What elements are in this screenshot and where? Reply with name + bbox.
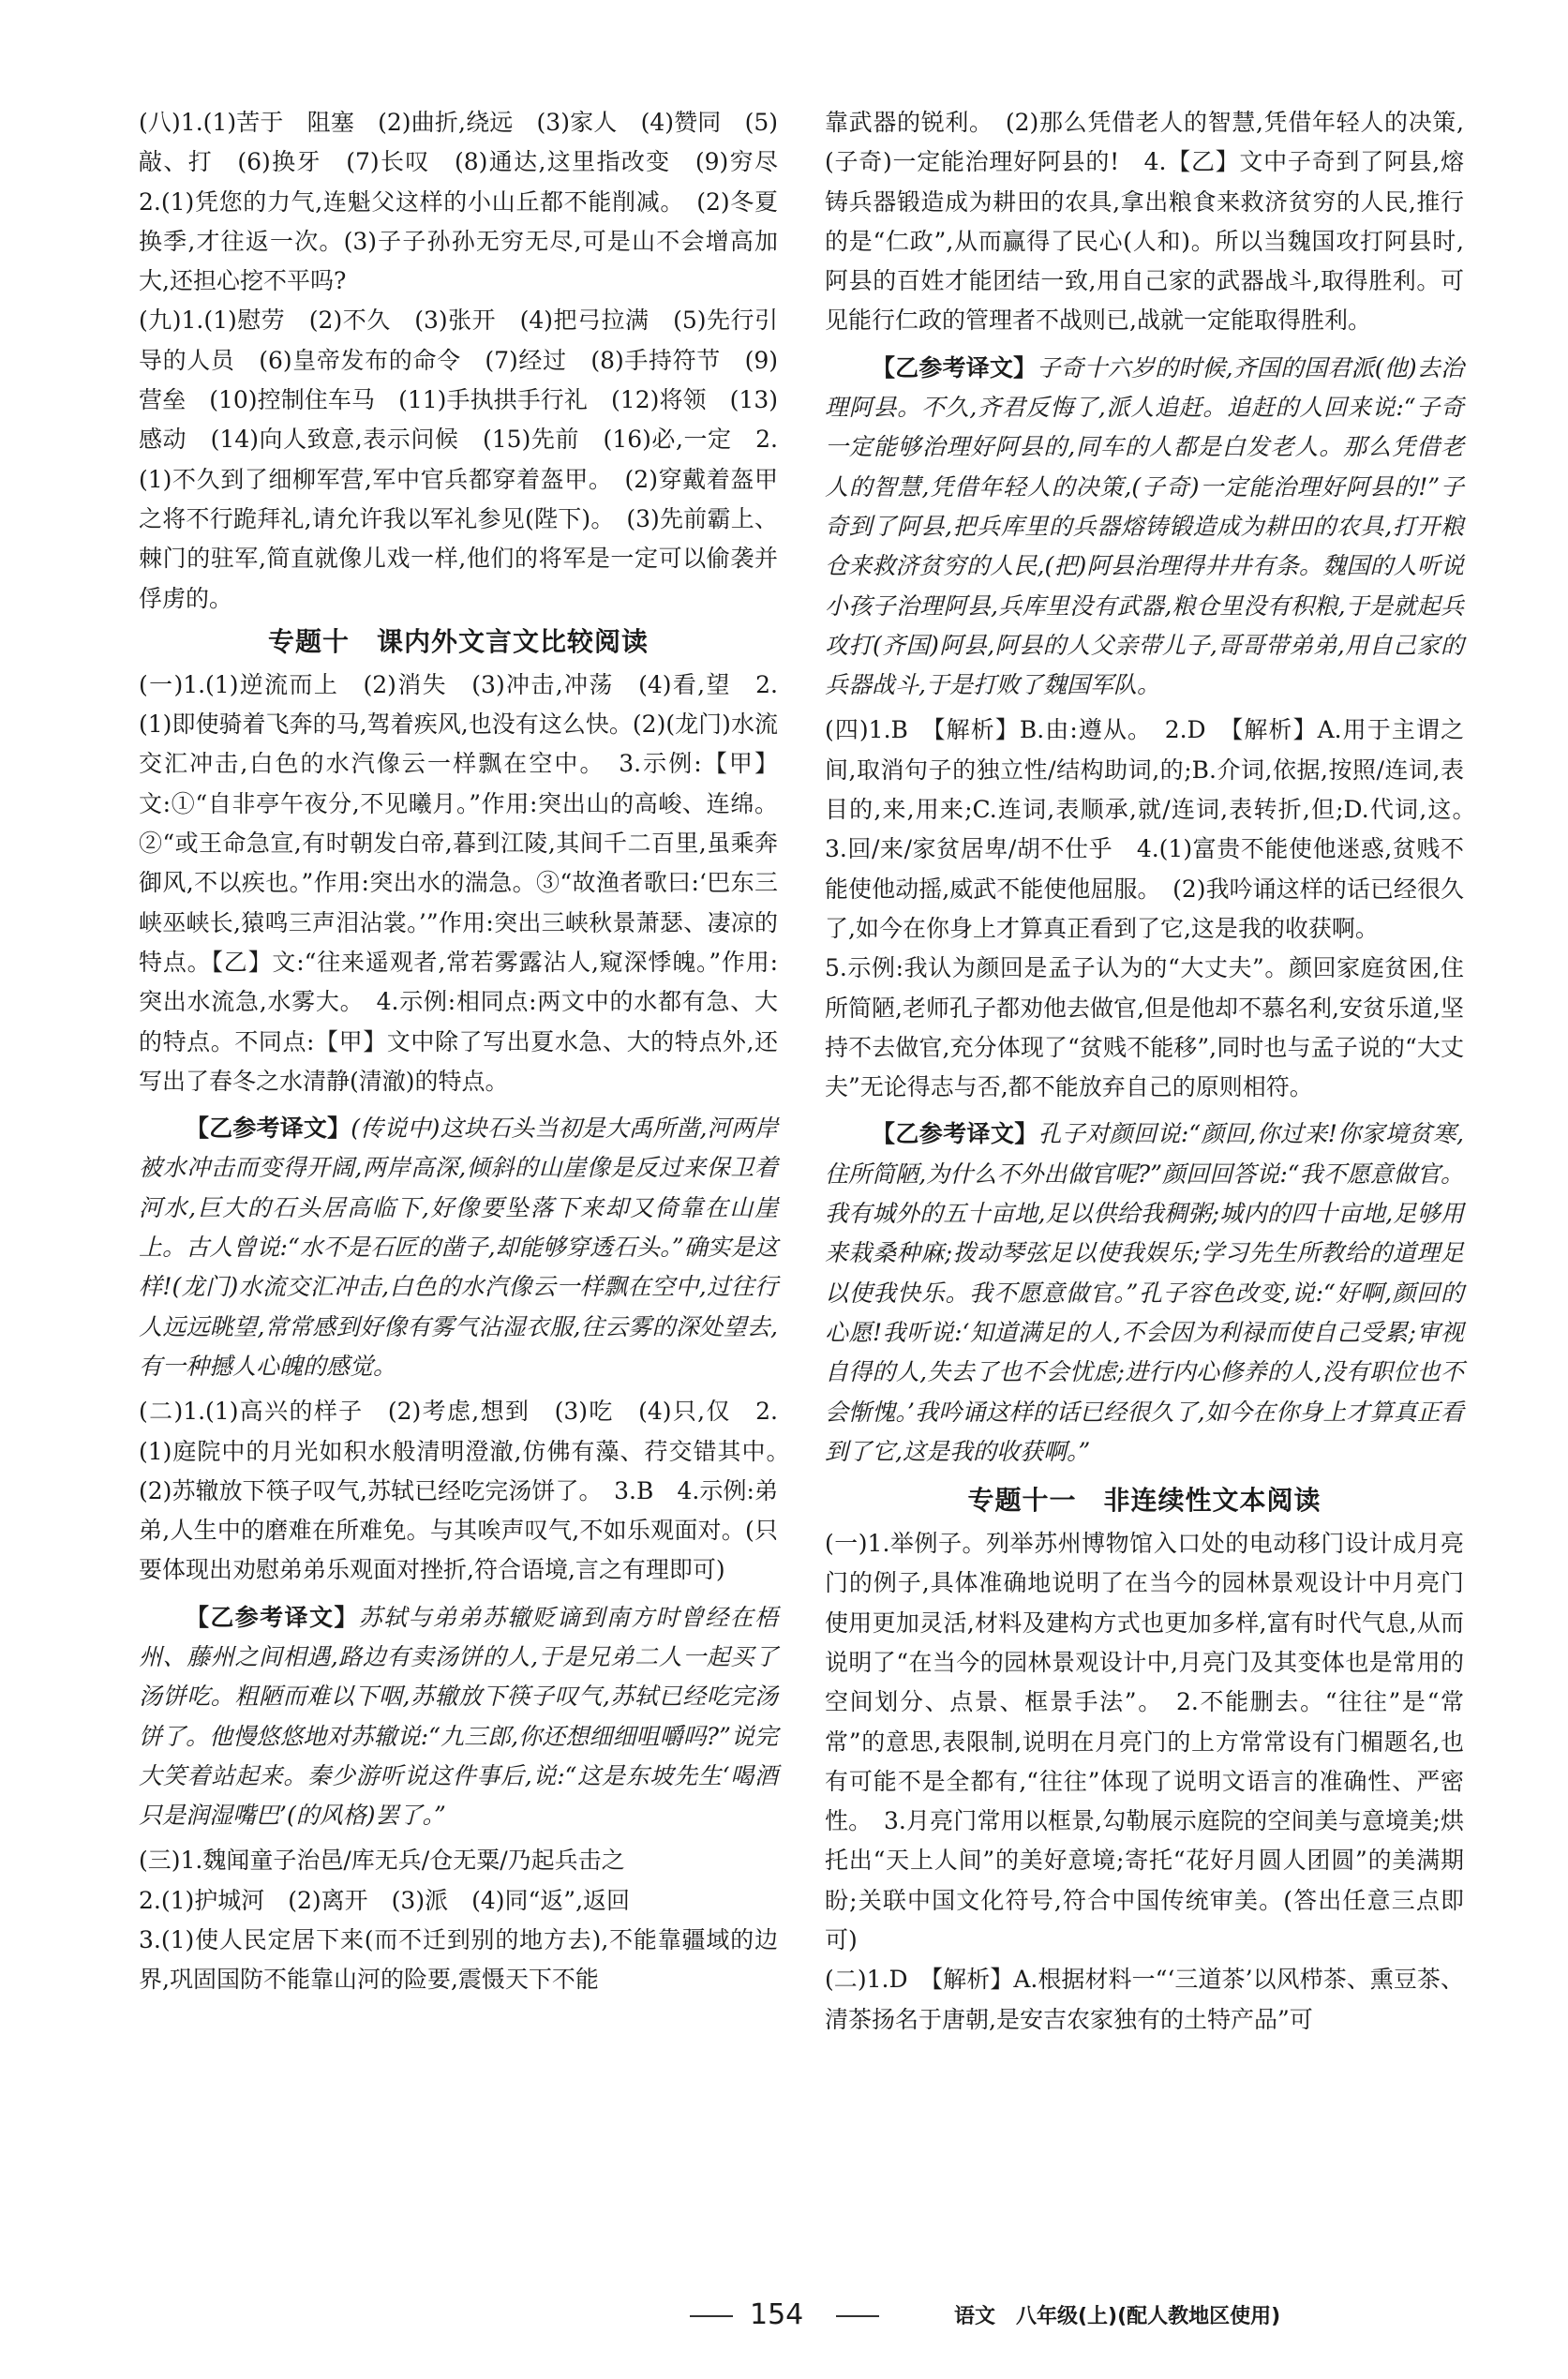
section-heading: 专题十 课内外文言文比较阅读 xyxy=(267,625,649,657)
translation-paragraph xyxy=(825,1115,1464,1472)
answer-paragraph: 5.示例:我认为颜回是孟子认为的“大丈夫”。颜回家庭贫困,住所简陋,老师孔子都劝他去做官,但是他却不慕名利,安贫乐道,坚持不去做官,充分体现了“贫贱不能移”,同时也与孟子说的“大丈夫”无论得志与否,都不能放弃自己的原则相符。 xyxy=(825,954,1464,1101)
translation-text: 孔子对颜回说:“颜回,你过来!你家境贫寒,住所简陋,为什么不外出做官呢?”颜回回答说:“我不愿意做官。我有城外的五十亩地,足以供给我稠粥;城内的四十亩地,足够用来栽桑种麻;拨动琴弦足以使我娱乐;学习先生所教给的道理足以使我快乐。我不愿意做官。”孔子容色改变,说:“好啊,颜回的心愿!我听说:‘知道满足的人,不会因为利禄而使自己受累;审视自得的人,失去了也不会忧虑;进行内心修养的人,没有职位也不会惭愧。’我吟诵这样的话已经很久了,如今在你身上才算真正看到了它,这是我的收获啊。” xyxy=(825,1120,1464,1465)
section-heading: 专题十一 非连续性文本阅读 xyxy=(967,1485,1322,1517)
translation-paragraph xyxy=(139,1109,778,1386)
answer-paragraph: (三)1.魏闻童子治邑/库无兵/仓无粟/乃起兵击之 xyxy=(139,1847,625,1875)
subject-info: 语文 八年级(上)(配人教地区使用) xyxy=(954,2305,1281,2328)
translation-tag: 【乙参考译文】 xyxy=(186,1603,359,1631)
page-footer xyxy=(0,2293,1568,2349)
answer-paragraph: (二)1.D 【解析】A.根据材料一“‘三道茶’以风栉茶、熏豆茶、清茶扬名于唐朝,是安吉农家独有的土特产品”可 xyxy=(825,1966,1464,2033)
translation-text: 子奇十六岁的时候,齐国的国君派(他)去治理阿县。不久,齐君反悔了,派人追赶。追赶的人回来说:“子奇一定能够治理好阿县的,同车的人都是白发老人。那么凭借老人的智慧,凭借年轻人的决策,(子奇)一定能治理好阿县的!”子奇到了阿县,把兵库里的兵器熔铸锻造成为耕田的农具,打开粮仓来救济贫穷的人民,(把)阿县治理得井井有条。魏国的人听说小孩子治理阿县,兵库里没有武器,粮仓里没有积粮,于是就起兵攻打(齐国)阿县,阿县的人父亲带儿子,哥哥带弟弟,用自己家的兵器战斗,于是打败了魏国军队。 xyxy=(825,353,1464,699)
translation-text: 苏轼与弟弟苏辙贬谪到南方时曾经在梧州、藤州之间相遇,路边有卖汤饼的人,于是兄弟二人一起买了汤饼吃。粗陋而难以下咽,苏辙放下筷子叹气,苏轼已经吃完汤饼了。他慢悠悠地对苏辙说:“九三郎,你还想细细咀嚼吗?”说完大笑着站起来。秦少游听说这件事后,说:“这是东坡先生‘喝酒只是润湿嘴巴’(的风格)罢了。” xyxy=(139,1603,778,1830)
answer-paragraph: (四)1.B 【解析】B.由:遵从。 2.D 【解析】A.用于主谓之间,取消句子的独立性/结构助词,的;B.介词,依据,按照/连词,表目的,来,用来;C.连词,表顺承,就/连词,表转折,但;D.代词,这。 3.回/来/家贫居卑/胡不仕乎 4.(1)富贵不能使他迷惑,贫贱不能使他动摇,威武不能使他屈服。 (2)我吟诵这样的话已经很久了,如今在你身上才算真正看到了它,这是我的收获啊。 xyxy=(825,716,1488,942)
answer-paragraph: 2.(1)护城河 (2)离开 (3)派 (4)同“返”,返回 xyxy=(139,1886,631,1914)
translation-paragraph xyxy=(825,349,1464,706)
page-number: 154 xyxy=(750,2298,804,2331)
left-column xyxy=(139,103,802,2000)
answer-paragraph: (八)1.(1)苦于 阻塞 (2)曲折,绕远 (3)家人 (4)赞同 (5)敲、打 (6)换牙 (7)长叹 (8)通达,这里指改变 (9)穷尽 2.(1)凭您的力气,连魁父这样的小山丘都不能削减。 (2)冬夏换季,才往返一次。(3)子子孙孙无穷无尽,可是山不会增高加大,还担心挖不平吗? xyxy=(139,109,802,295)
translation-tag: 【乙参考译文】 xyxy=(186,1115,351,1143)
answer-paragraph: 3.(1)使人民定居下来(而不迁到别的地方去),不能靠疆域的边界,巩固国防不能靠山河的险要,震慑天下不能 xyxy=(139,1926,778,1994)
footer-dash-left xyxy=(690,2315,733,2317)
answer-paragraph: (一)1.举例子。列举苏州博物馆入口处的电动移门设计成月亮门的例子,具体准确地说明了在当今的园林景观设计中月亮门使用更加灵活,材料及建构方式也更加多样,富有时代气息,从而说明了“在当今的园林景观设计中,月亮门及其变体也是常用的空间划分、点景、框景手法”。 2.不能删去。“往往”是“常常”的意思,表限制,说明在月亮门的上方常常设有门楣题名,也有可能不是全都有,“往往”体现了说明文语言的准确性、严密性。 3.月亮门常用以框景,勾勒展示庭院的空间美与意境美;烘托出“天上人间”的美好意境;寄托“花好月圆人团圆”的美满期盼;关联中国文化符号,符合中国传统审美。(答出任意三点即可) xyxy=(825,1530,1464,1954)
answer-paragraph: (一)1.(1)逆流而上 (2)消失 (3)冲击,冲荡 (4)看,望 2.(1)即使骑着飞奔的马,驾着疾风,也没有这么快。(2)(龙门)水流交汇冲击,白色的水汽像云一样飘在空中。 3.示例:【甲】文:①“自非亭午夜分,不见曦月。”作用:突出山的高峻、连绵。②“或王命急宣,有时朝发白帝,暮到江陵,其间千二百里,虽乘奔御风,不以疾也。”作用:突出水的湍急。③“故渔者歌曰:‘巴东三峡巫峡长,猿鸣三声泪沾裳。’”作用:突出三峡秋景萧瑟、凄凉的特点。【乙】文:“往来遥观者,常若雾露沾人,窥深悸魄。”作用:突出水流急,水雾大。 4.示例:相同点:两文中的水都有急、大的特点。不同点:【甲】文中除了写出夏水急、大的特点外,还写出了春冬之水清静(清澈)的特点。 xyxy=(139,670,778,1095)
footer-dash-right xyxy=(836,2315,879,2317)
answer-paragraph: (二)1.(1)高兴的样子 (2)考虑,想到 (3)吃 (4)只,仅 2.(1)庭院中的月光如积水般清明澄澈,仿佛有藻、荇交错其中。 (2)苏辙放下筷子叹气,苏轼已经吃完汤饼了。 3.B 4.示例:弟弟,人生中的磨难在所难免。与其唉声叹气,不如乐观面对。(只要体现出劝慰弟弟乐观面对挫折,符合语境,言之有理即可) xyxy=(139,1398,802,1584)
translation-text: (传说中)这块石头当初是大禹所凿,河两岸被水冲击而变得开阔,两岸高深,倾斜的山崖像是反过来保卫着河水,巨大的石头居高临下,好像要坠落下来却又倚靠在山崖上。古人曾说:“水不是石匠的凿子,却能够穿透石头。”确实是这样!(龙门)水流交汇冲击,白色的水汽像云一样飘在空中,过往行人远远眺望,常常感到好像有雾气沾湿衣服,往云雾的深处望去,有一种撼人心魄的感觉。 xyxy=(139,1115,778,1380)
translation-tag: 【乙参考译文】 xyxy=(872,1120,1038,1148)
answer-paragraph: 靠武器的锐利。 (2)那么凭借老人的智慧,凭借年轻人的决策,(子奇)一定能治理好阿县的! 4.【乙】文中子奇到了阿县,熔铸兵器锻造成为耕田的农具,拿出粮食来救济贫穷的人民,推行的是“仁政”,从而赢得了民心(人和)。所以当魏国攻打阿县时,阿县的百姓才能团结一致,用自己家的武器战斗,取得胜利。可见能行仁政的管理者不战则已,战就一定能取得胜利。 xyxy=(825,109,1464,335)
right-column xyxy=(825,103,1488,2040)
translation-paragraph xyxy=(139,1598,778,1836)
translation-tag: 【乙参考译文】 xyxy=(872,353,1038,382)
answer-paragraph: (九)1.(1)慰劳 (2)不久 (3)张开 (4)把弓拉满 (5)先行引导的人员 (6)皇帝发布的命令 (7)经过 (8)手持符节 (9)营垒 (10)控制住车马 (11)手执拱手行礼 (12)将领 (13)感动 (14)向人致意,表示问候 (15)先前 (16)必,一定 2.(1)不久到了细柳军营,军中官兵都穿着盔甲。 (2)穿戴着盔甲之将不行跪拜礼,请允许我以军礼参见(陛下)。 (3)先前霸上、棘门的驻军,简直就像儿戏一样,他们的将军是一定可以偷袭并俘虏的。 xyxy=(139,307,778,612)
